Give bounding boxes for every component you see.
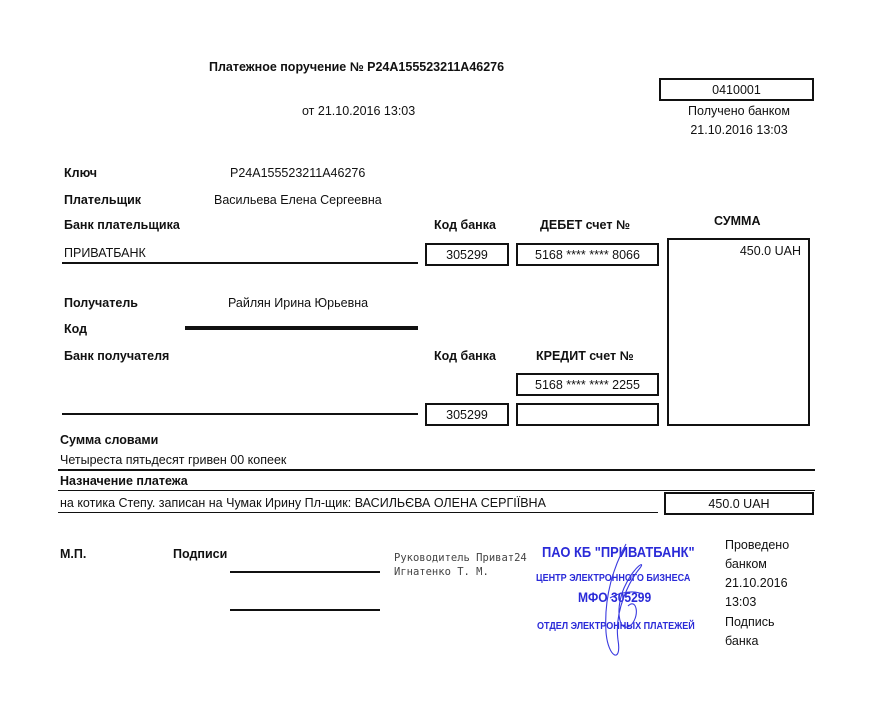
processed-label-1: Проведено <box>725 538 790 552</box>
purpose-label: Назначение платежа <box>60 474 188 488</box>
recipient-label: Получатель <box>64 296 138 310</box>
key-label: Ключ <box>64 166 98 180</box>
processed-label-2: банком <box>725 557 767 571</box>
document-date: от 21.10.2016 13:03 <box>302 104 416 118</box>
purpose-value: на котика Степу. записан на Чумак Ирину Пл-щик: ВАСИЛЬЄВА ОЛЕНА СЕРГІЇВНА <box>60 496 546 510</box>
form-code-box <box>659 78 814 101</box>
payer-bank-code-box <box>425 243 509 266</box>
processed-time: 13:03 <box>725 595 757 609</box>
payer-bank-name: ПРИВАТБАНК <box>64 246 146 260</box>
credit-label: КРЕДИТ счет № <box>536 349 634 363</box>
payer-bank-code-label: Код банка <box>434 218 496 232</box>
purpose-underline <box>58 512 658 513</box>
signature-line-2 <box>230 609 380 611</box>
payer-bank-label: Банк плательщика <box>64 218 180 232</box>
purpose-divider <box>58 490 815 491</box>
recipient-bank-code-box <box>425 403 509 426</box>
key-value: P24A155523211A46276 <box>230 166 366 180</box>
amount-box <box>667 238 810 426</box>
received-date: 21.10.2016 13:03 <box>690 123 788 137</box>
words-value: Четыреста пятьдесят гривен 00 копеек <box>60 453 287 467</box>
document-title: Платежное поручение № P24A155523211A46276 <box>209 60 505 74</box>
words-divider <box>58 469 815 471</box>
words-label: Сумма словами <box>60 433 159 447</box>
mp-label: М.П. <box>60 547 87 561</box>
debit-account-box <box>516 243 659 266</box>
debit-label: ДЕБЕТ счет № <box>540 218 630 232</box>
recipient-name: Райлян Ирина Юрьевна <box>228 296 369 310</box>
recipient-bank-underline <box>62 413 418 415</box>
recipient-code-label: Код <box>64 322 88 336</box>
payer-name: Васильева Елена Сергеевна <box>214 193 382 207</box>
received-label: Получено банком <box>688 104 790 118</box>
purpose-amount-box <box>664 492 814 515</box>
stamp-center: ЦЕНТР ЭЛЕКТРОННОГО БИЗНЕСА <box>536 572 691 584</box>
signature-line-1 <box>230 571 380 573</box>
recipient-bank-label: Банк получателя <box>64 349 170 363</box>
credit-account: 5168 **** **** 2255 <box>535 378 640 392</box>
bank-sign-label-2: банка <box>725 634 759 648</box>
purpose-amount: 450.0 UAH <box>708 497 770 511</box>
amount-value: 450.0 UAH <box>739 244 801 258</box>
payer-bank-underline <box>62 262 418 264</box>
stamp-mfo: МФО 305299 <box>578 589 652 605</box>
signatures-label: Подписи <box>173 547 228 561</box>
amount-label: СУММА <box>714 214 761 228</box>
recipient-extra-box <box>516 403 659 426</box>
recipient-bank-code: 305299 <box>446 408 488 422</box>
form-code: 0410001 <box>712 83 761 97</box>
payer-label: Плательщик <box>64 193 142 207</box>
stamp-bank-name: ПАО КБ "ПРИВАТБАНК" <box>542 544 695 561</box>
stamp-department: ОТДЕЛ ЭЛЕКТРОННЫХ ПЛАТЕЖЕЙ <box>537 620 695 632</box>
recipient-bank-code-label: Код банка <box>434 349 496 363</box>
bank-sign-label-1: Подпись <box>725 615 775 629</box>
credit-account-box <box>516 373 659 396</box>
head-name: Игнатенко Т. М. <box>394 566 489 578</box>
recipient-code-bar <box>185 326 418 330</box>
processed-date: 21.10.2016 <box>725 576 788 590</box>
payer-bank-code: 305299 <box>446 248 488 262</box>
handwritten-signature-icon <box>590 540 650 670</box>
debit-account: 5168 **** **** 8066 <box>535 248 640 262</box>
head-title: Руководитель Приват24 <box>394 552 527 564</box>
